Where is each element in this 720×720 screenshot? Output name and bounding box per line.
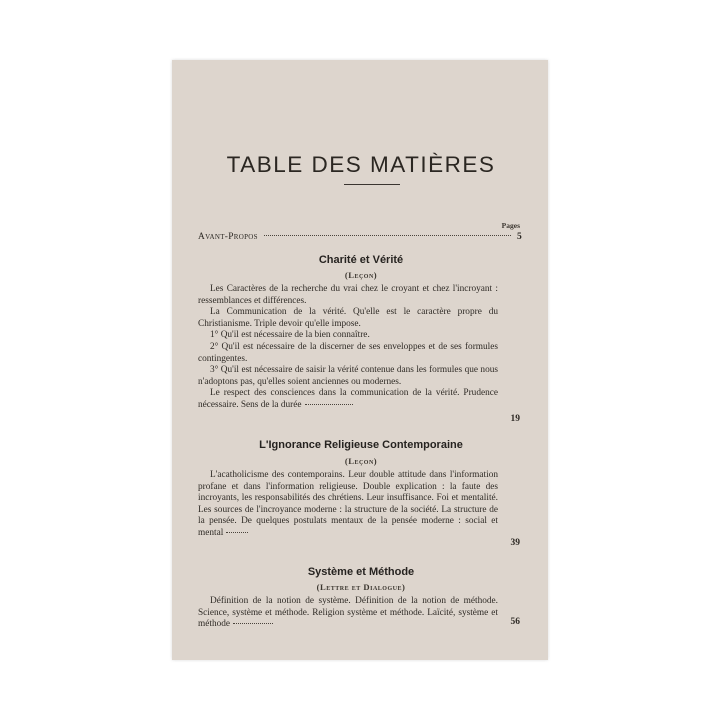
dot-leader (226, 532, 248, 533)
title-rule (344, 184, 400, 185)
book-page (172, 60, 548, 660)
summary-text: Définition de la notion de système. Définition de la notion de méthode. Science, système et méthode. Religion système et méthode. Laïcité, système et méthode (198, 596, 498, 630)
summary-paragraph: 2° Qu'il est nécessaire de la discerner de ses enveloppes et de ses formules contingentes. (198, 341, 498, 364)
summary-paragraph: 1° Qu'il est nécessaire de la bien connaître. (210, 330, 370, 341)
summary-paragraph: 3° Qu'il est nécessaire de saisir la vérité contenue dans les formules que nous n'adoptons pas, qu'elles soient anciennes ou modernes. (198, 365, 498, 387)
summary-paragraph (198, 596, 498, 631)
section-title: L'Ignorance Religieuse Contemporaine (259, 439, 463, 451)
section-title: Charité et Vérité (318, 254, 404, 266)
summary-paragraph: Les Caractères de la recherche du vrai chez le croyant et chez l'incroyant : ressemblances et différences. (198, 284, 498, 306)
section-subtitle: (Leçon) (344, 270, 378, 280)
section-summary (198, 596, 498, 631)
summary-text: L'acatholicisme des contemporains. Leur double attitude dans l'information profane et dans l'information religieuse. Double explication : la faute des incroyants, les responsabilités des chrétiens. Leur insuffisance. Foi et mentalité. Les sources de l'incroyance moderne : la structure de la société. La structure de la pensée. De quelques postulats mentaux de la pensée moderne : social et mental (198, 470, 498, 538)
section-summary (198, 284, 498, 412)
section-page-number: 19 (510, 414, 520, 424)
toc-entry-label: Avant-Propos (198, 232, 258, 242)
section-summary (198, 470, 498, 540)
page-title: TABLE DES MATIÈRES (226, 152, 496, 177)
pages-column-label: Pages (501, 221, 520, 230)
summary-paragraph (198, 470, 498, 540)
summary-paragraph (198, 388, 498, 411)
section-page-number: 39 (510, 538, 520, 548)
dot-leader (305, 404, 353, 405)
section-subtitle: (Lettre et Dialogue) (316, 582, 406, 592)
dot-leader (264, 235, 511, 236)
dot-leader (233, 623, 273, 624)
summary-text: Le respect des consciences dans la communication de la vérité. Prudence nécessaire. Sens de la durée (198, 388, 498, 410)
toc-entry-avant-propos (198, 231, 524, 243)
toc-entry-page: 5 (516, 232, 522, 242)
section-title: Système et Méthode (307, 566, 415, 578)
section-page-number: 56 (510, 617, 520, 627)
summary-paragraph: La Communication de la vérité. Qu'elle est le caractère propre du Christianisme. Triple devoir qu'elle impose. (198, 307, 498, 329)
section-subtitle: (Leçon) (344, 456, 378, 466)
